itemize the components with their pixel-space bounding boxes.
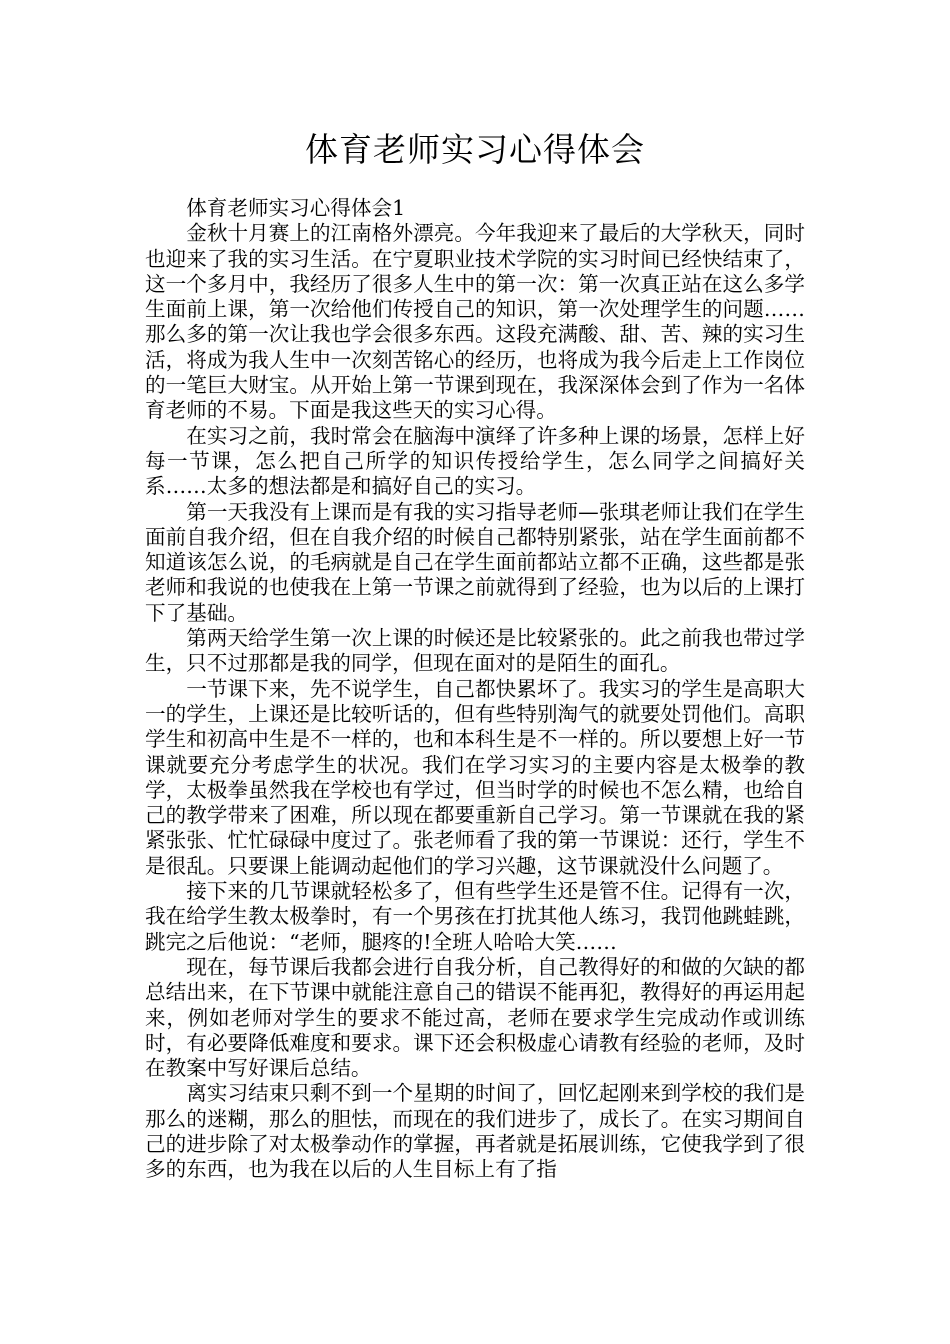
paragraph: 金秋十月赛上的江南格外漂亮。今年我迎来了最后的大学秋天，同时也迎来了我的实习生活。在宁夏职业技术学院的实习时间已经快结束了，这一个多月中，我经历了很多人生中的第一次：第一次真正站在这么多学生面前上课，第一次给他们传授自己的知识，第一次处理学生的问题……那么多的第一次让我也学会很多东西。这段充满酸、甜、苦、辣的实习生活，将成为我人生中一次刻苦铭心的经历，也将成为我今后走上工作岗位的一笔巨大财宝。从开始上第一节课到现在，我深深体会到了作为一名体育老师的不易。下面是我这些天的实习心得。 [145,221,805,423]
paragraph: 接下来的几节课就轻松多了，但有些学生还是管不住。记得有一次，我在给学生教太极拳时，有一个男孩在打扰其他人练习，我罚他跳蛙跳，跳完之后他说：“老师，腿疼的!全班人哈哈大笑…… [145,879,805,954]
document-body [145,196,805,1183]
paragraph: 一节课下来，先不说学生，自己都快累坏了。我实习的学生是高职大一的学生，上课还是比较听话的，但有些特别淘气的就要处罚他们。高职学生和初高中生是不一样的，也和本科生是不一样的。所以要想上好一节课就要充分考虑学生的状况。我们在学习实习的主要内容是太极拳的教学，太极拳虽然我在学校也有学过，但当时学的时候也不怎么精，也给自己的教学带来了困难，所以现在都要重新自己学习。第一节课就在我的紧紧张张、忙忙碌碌中度过了。张老师看了我的第一节课说：还行，学生不是很乱。只要课上能调动起他们的学习兴趣，这节课就没什么问题了。 [145,676,805,878]
paragraph-heading: 体育老师实习心得体会1 [186,196,406,220]
paragraph: 第一天我没有上课而是有我的实习指导老师—张琪老师让我们在学生面前自我介绍，但在自我介绍的时候自己都特别紧张，站在学生面前都不知道该怎么说，的毛病就是自己在学生面前都站立都不正确，这些都是张老师和我说的也使我在上第一节课之前就得到了经验，也为以后的上课打下了基础。 [145,499,805,625]
paragraph: 在实习之前，我时常会在脑海中演绎了许多种上课的场景，怎样上好每一节课，怎么把自己所学的知识传授给学生，怎么同学之间搞好关系……太多的想法都是和搞好自己的实习。 [145,423,805,499]
document-title: 体育老师实习心得体会 [305,130,645,169]
paragraph: 离实习结束只剩不到一个星期的时间了，回忆起刚来到学校的我们是那么的迷糊，那么的胆怯，而现在的我们进步了，成长了。在实习期间自己的进步除了对太极拳动作的掌握，再者就是拓展训练，它使我学到了很多的东西，也为我在以后的人生目标上有了指 [145,1081,805,1182]
paragraph: 现在，每节课后我都会进行自我分析，自己教得好的和做的欠缺的都总结出来，在下节课中就能注意自己的错误不能再犯，教得好的再运用起来，例如老师对学生的要求不能过高，老师在要求学生完成动作或训练时，有必要降低难度和要求。课下还会积极虚心请教有经验的老师，及时在教案中写好课后总结。 [145,954,805,1081]
document-page [145,128,805,1183]
paragraph: 第两天给学生第一次上课的时候还是比较紧张的。此之前我也带过学生，只不过那都是我的同学，但现在面对的是陌生的面孔。 [145,626,805,676]
